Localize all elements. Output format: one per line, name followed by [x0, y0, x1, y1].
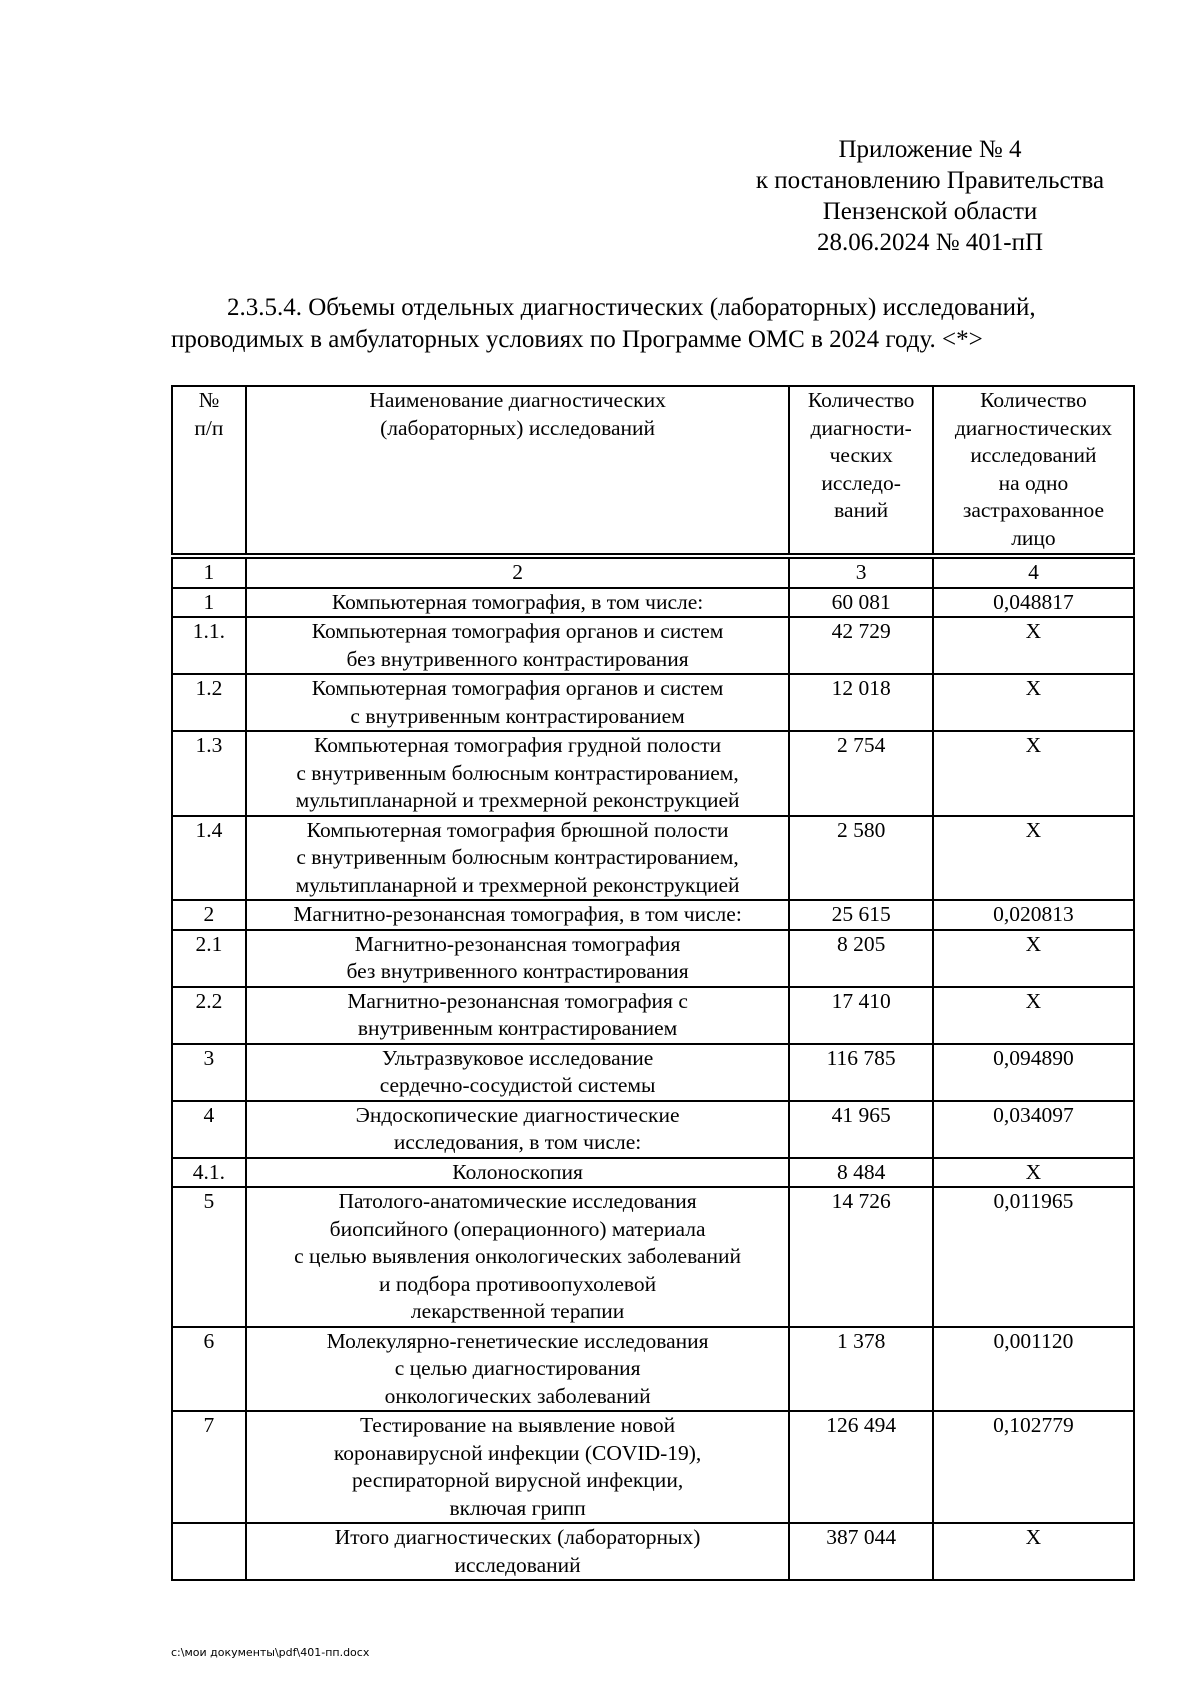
row-number-cell: 5 — [172, 1187, 246, 1327]
table-row — [172, 1101, 1134, 1158]
row-name-line: Компьютерная томография органов и систем — [311, 676, 724, 700]
row-name-cell — [246, 1327, 790, 1412]
row-name-line: мультипланарной и трехмерной реконструкцией — [295, 788, 740, 812]
table-row — [172, 816, 1134, 901]
row-name-line: мультипланарной и трехмерной реконструкцией — [295, 872, 740, 897]
column-number-cell: 3 — [789, 558, 932, 588]
row-number-cell: 1.2 — [172, 674, 246, 731]
row-name-line: с внутривенным болюсным контрастированием, — [296, 760, 739, 785]
row-count-cell: 387 044 — [789, 1523, 932, 1580]
header-text-line: п/п — [194, 415, 224, 440]
column-number-cell: 1 — [172, 558, 246, 588]
row-name-line: Магнитно-резонансная томография с — [347, 988, 688, 1013]
row-count-cell: 25 615 — [789, 900, 932, 930]
row-per-person-cell: Х — [933, 816, 1134, 901]
header-text-line: лицо — [1011, 525, 1056, 550]
row-per-person-cell: 0,048817 — [933, 588, 1134, 618]
row-per-person-cell: 0,020813 — [933, 900, 1134, 930]
row-name-cell — [246, 1044, 790, 1101]
row-count-cell: 17 410 — [789, 987, 932, 1044]
appendix-region: Пензенской области — [822, 198, 1038, 225]
row-number-cell: 7 — [172, 1411, 246, 1523]
row-per-person-cell: Х — [933, 674, 1134, 731]
row-name-line: с внутривенным контрастированием — [350, 703, 685, 728]
row-count-cell: 2 580 — [789, 816, 932, 901]
row-count-cell: 60 081 — [789, 588, 932, 618]
row-number-cell — [172, 1523, 246, 1580]
appendix-resolution: к постановлению Правительства — [755, 167, 1105, 194]
row-per-person-cell: Х — [933, 1158, 1134, 1188]
row-count-cell: 116 785 — [789, 1044, 932, 1101]
row-count-cell: 14 726 — [789, 1187, 932, 1327]
header-row — [172, 386, 1134, 554]
row-count-cell: 1 378 — [789, 1327, 932, 1412]
header-text-line: Наименование диагностических — [369, 388, 666, 412]
row-name-line: респираторной вирусной инфекции, — [351, 1468, 684, 1492]
row-name-line: Компьютерная томография грудной полости — [314, 733, 722, 757]
header-text-line: (лабораторных) исследований — [380, 415, 656, 440]
table-row — [172, 731, 1134, 816]
row-per-person-cell: Х — [933, 617, 1134, 674]
row-number-cell: 1 — [172, 588, 246, 618]
row-count-cell: 2 754 — [789, 731, 932, 816]
row-number-cell: 1.3 — [172, 731, 246, 816]
row-name-line: онкологических заболеваний — [384, 1383, 651, 1408]
table-row — [172, 1187, 1134, 1327]
row-number-cell: 1.1. — [172, 617, 246, 674]
table-row — [172, 588, 1134, 618]
row-name-line: Итого диагностических (лабораторных) — [334, 1525, 701, 1549]
row-name-cell — [246, 1187, 790, 1327]
row-number-cell: 6 — [172, 1327, 246, 1412]
row-name-line: коронавирусной инфекции (COVID-19), — [333, 1440, 702, 1465]
row-number-cell: 1.4 — [172, 816, 246, 901]
row-name-line: без внутривенного контрастирования — [346, 959, 689, 983]
row-name-cell — [246, 1411, 790, 1523]
row-count-cell: 8 484 — [789, 1158, 932, 1188]
row-name-line: Колоноскопия — [452, 1159, 583, 1184]
section-heading-line-1: 2.3.5.4. Объемы отдельных диагностических (лабораторных) исследований, — [227, 294, 1036, 321]
header-text-line: ваний — [834, 498, 889, 522]
table-row — [172, 900, 1134, 930]
row-count-cell: 8 205 — [789, 930, 932, 987]
header-text-line: диагностических — [954, 415, 1113, 440]
row-name-line: включая грипп — [449, 1495, 586, 1520]
row-name-cell — [246, 1158, 790, 1188]
row-name-cell — [246, 674, 790, 731]
row-name-line: с внутривенным болюсным контрастированием, — [296, 845, 739, 869]
row-name-line: с целью диагностирования — [394, 1356, 641, 1380]
row-name-line: Компьютерная томография органов и систем — [311, 619, 724, 643]
table-row — [172, 987, 1134, 1044]
table-body — [172, 558, 1134, 1580]
column-number-row — [172, 558, 1134, 588]
table-row — [172, 674, 1134, 731]
appendix-number: Приложение № 4 — [838, 136, 1022, 163]
header-cell-name — [246, 386, 790, 554]
row-name-cell — [246, 816, 790, 901]
table-row — [172, 1044, 1134, 1101]
row-per-person-cell: 0,094890 — [933, 1044, 1134, 1101]
row-name-line: и подбора противоопухолевой — [379, 1271, 657, 1296]
row-name-line: Компьютерная томография, в том числе: — [331, 589, 704, 614]
row-name-line: Ультразвуковое исследование — [381, 1045, 654, 1070]
row-count-cell: 42 729 — [789, 617, 932, 674]
row-name-cell — [246, 1523, 790, 1580]
row-name-line: Патолого-анатомические исследования — [338, 1189, 697, 1213]
row-per-person-cell: Х — [933, 987, 1134, 1044]
row-per-person-cell: 0,102779 — [933, 1411, 1134, 1523]
row-name-line: Магнитно-резонансная томография, в том числе: — [293, 902, 742, 926]
row-name-cell — [246, 588, 790, 618]
row-name-cell — [246, 617, 790, 674]
row-name-line: Молекулярно-генетические исследования — [326, 1328, 709, 1353]
header-cell-per-person — [933, 386, 1134, 554]
table-row — [172, 1327, 1134, 1412]
row-number-cell: 2.1 — [172, 930, 246, 987]
header-cell-count — [789, 386, 932, 554]
row-name-cell — [246, 1101, 790, 1158]
header-text-line: застрахованное — [962, 498, 1105, 522]
row-number-cell: 4 — [172, 1101, 246, 1158]
column-number-cell: 2 — [246, 558, 790, 588]
row-number-cell: 3 — [172, 1044, 246, 1101]
row-name-cell — [246, 930, 790, 987]
row-name-line: лекарственной терапии — [410, 1299, 625, 1323]
row-name-line: исследования, в том числе: — [393, 1130, 642, 1154]
header-text-line: исследо- — [821, 470, 901, 495]
header-text-line: исследований — [970, 443, 1097, 467]
header-text-line: Количество — [807, 388, 915, 412]
table-row — [172, 930, 1134, 987]
row-name-line: внутривенным контрастированием — [357, 1016, 678, 1040]
row-per-person-cell: Х — [933, 930, 1134, 987]
row-name-cell — [246, 987, 790, 1044]
table-header — [171, 385, 1135, 555]
section-heading-line-2: проводимых в амбулаторных условиях по Программе ОМС в 2024 году. <*> — [171, 326, 983, 353]
header-text-line: ческих — [829, 443, 893, 467]
row-per-person-cell: 0,011965 — [933, 1187, 1134, 1327]
header-text-line: диагности- — [810, 415, 912, 440]
row-name-line: сердечно-сосудистой системы — [379, 1073, 656, 1097]
header-text-line: № — [198, 388, 220, 412]
row-count-cell: 126 494 — [789, 1411, 932, 1523]
row-name-line: Эндоскопические диагностические — [355, 1102, 680, 1127]
appendix-date-number: 28.06.2024 № 401-пП — [816, 229, 1044, 256]
row-per-person-cell: 0,034097 — [933, 1101, 1134, 1158]
row-count-cell: 12 018 — [789, 674, 932, 731]
row-number-cell: 4.1. — [172, 1158, 246, 1188]
row-name-line: исследований — [454, 1552, 581, 1577]
row-name-line: с целью выявления онкологических заболеваний — [294, 1244, 742, 1268]
table-row — [172, 1523, 1134, 1580]
row-per-person-cell: Х — [933, 731, 1134, 816]
row-name-cell — [246, 731, 790, 816]
row-name-line: Магнитно-резонансная томография — [354, 931, 681, 956]
row-name-cell — [246, 900, 790, 930]
section-heading — [171, 292, 1131, 356]
table-row — [172, 1158, 1134, 1188]
volumes-table — [171, 557, 1135, 1581]
row-per-person-cell: Х — [933, 1523, 1134, 1580]
row-per-person-cell: 0,001120 — [933, 1327, 1134, 1412]
table-row — [172, 617, 1134, 674]
appendix-block — [720, 134, 1140, 258]
file-path-footer: c:\мои документы\pdf\401-пп.docx — [171, 1646, 370, 1659]
header-text-line: Количество — [980, 388, 1087, 412]
table-row — [172, 1411, 1134, 1523]
row-number-cell: 2.2 — [172, 987, 246, 1044]
header-cell-number — [172, 386, 246, 554]
header-text-line: на одно — [998, 470, 1069, 495]
row-count-cell: 41 965 — [789, 1101, 932, 1158]
row-name-line: Компьютерная томография брюшной полости — [306, 817, 729, 842]
column-number-cell: 4 — [933, 558, 1134, 588]
row-name-line: без внутривенного контрастирования — [346, 646, 689, 671]
row-name-line: Тестирование на выявление новой — [359, 1413, 676, 1437]
row-name-line: биопсийного (операционного) материала — [329, 1216, 706, 1241]
row-number-cell: 2 — [172, 900, 246, 930]
